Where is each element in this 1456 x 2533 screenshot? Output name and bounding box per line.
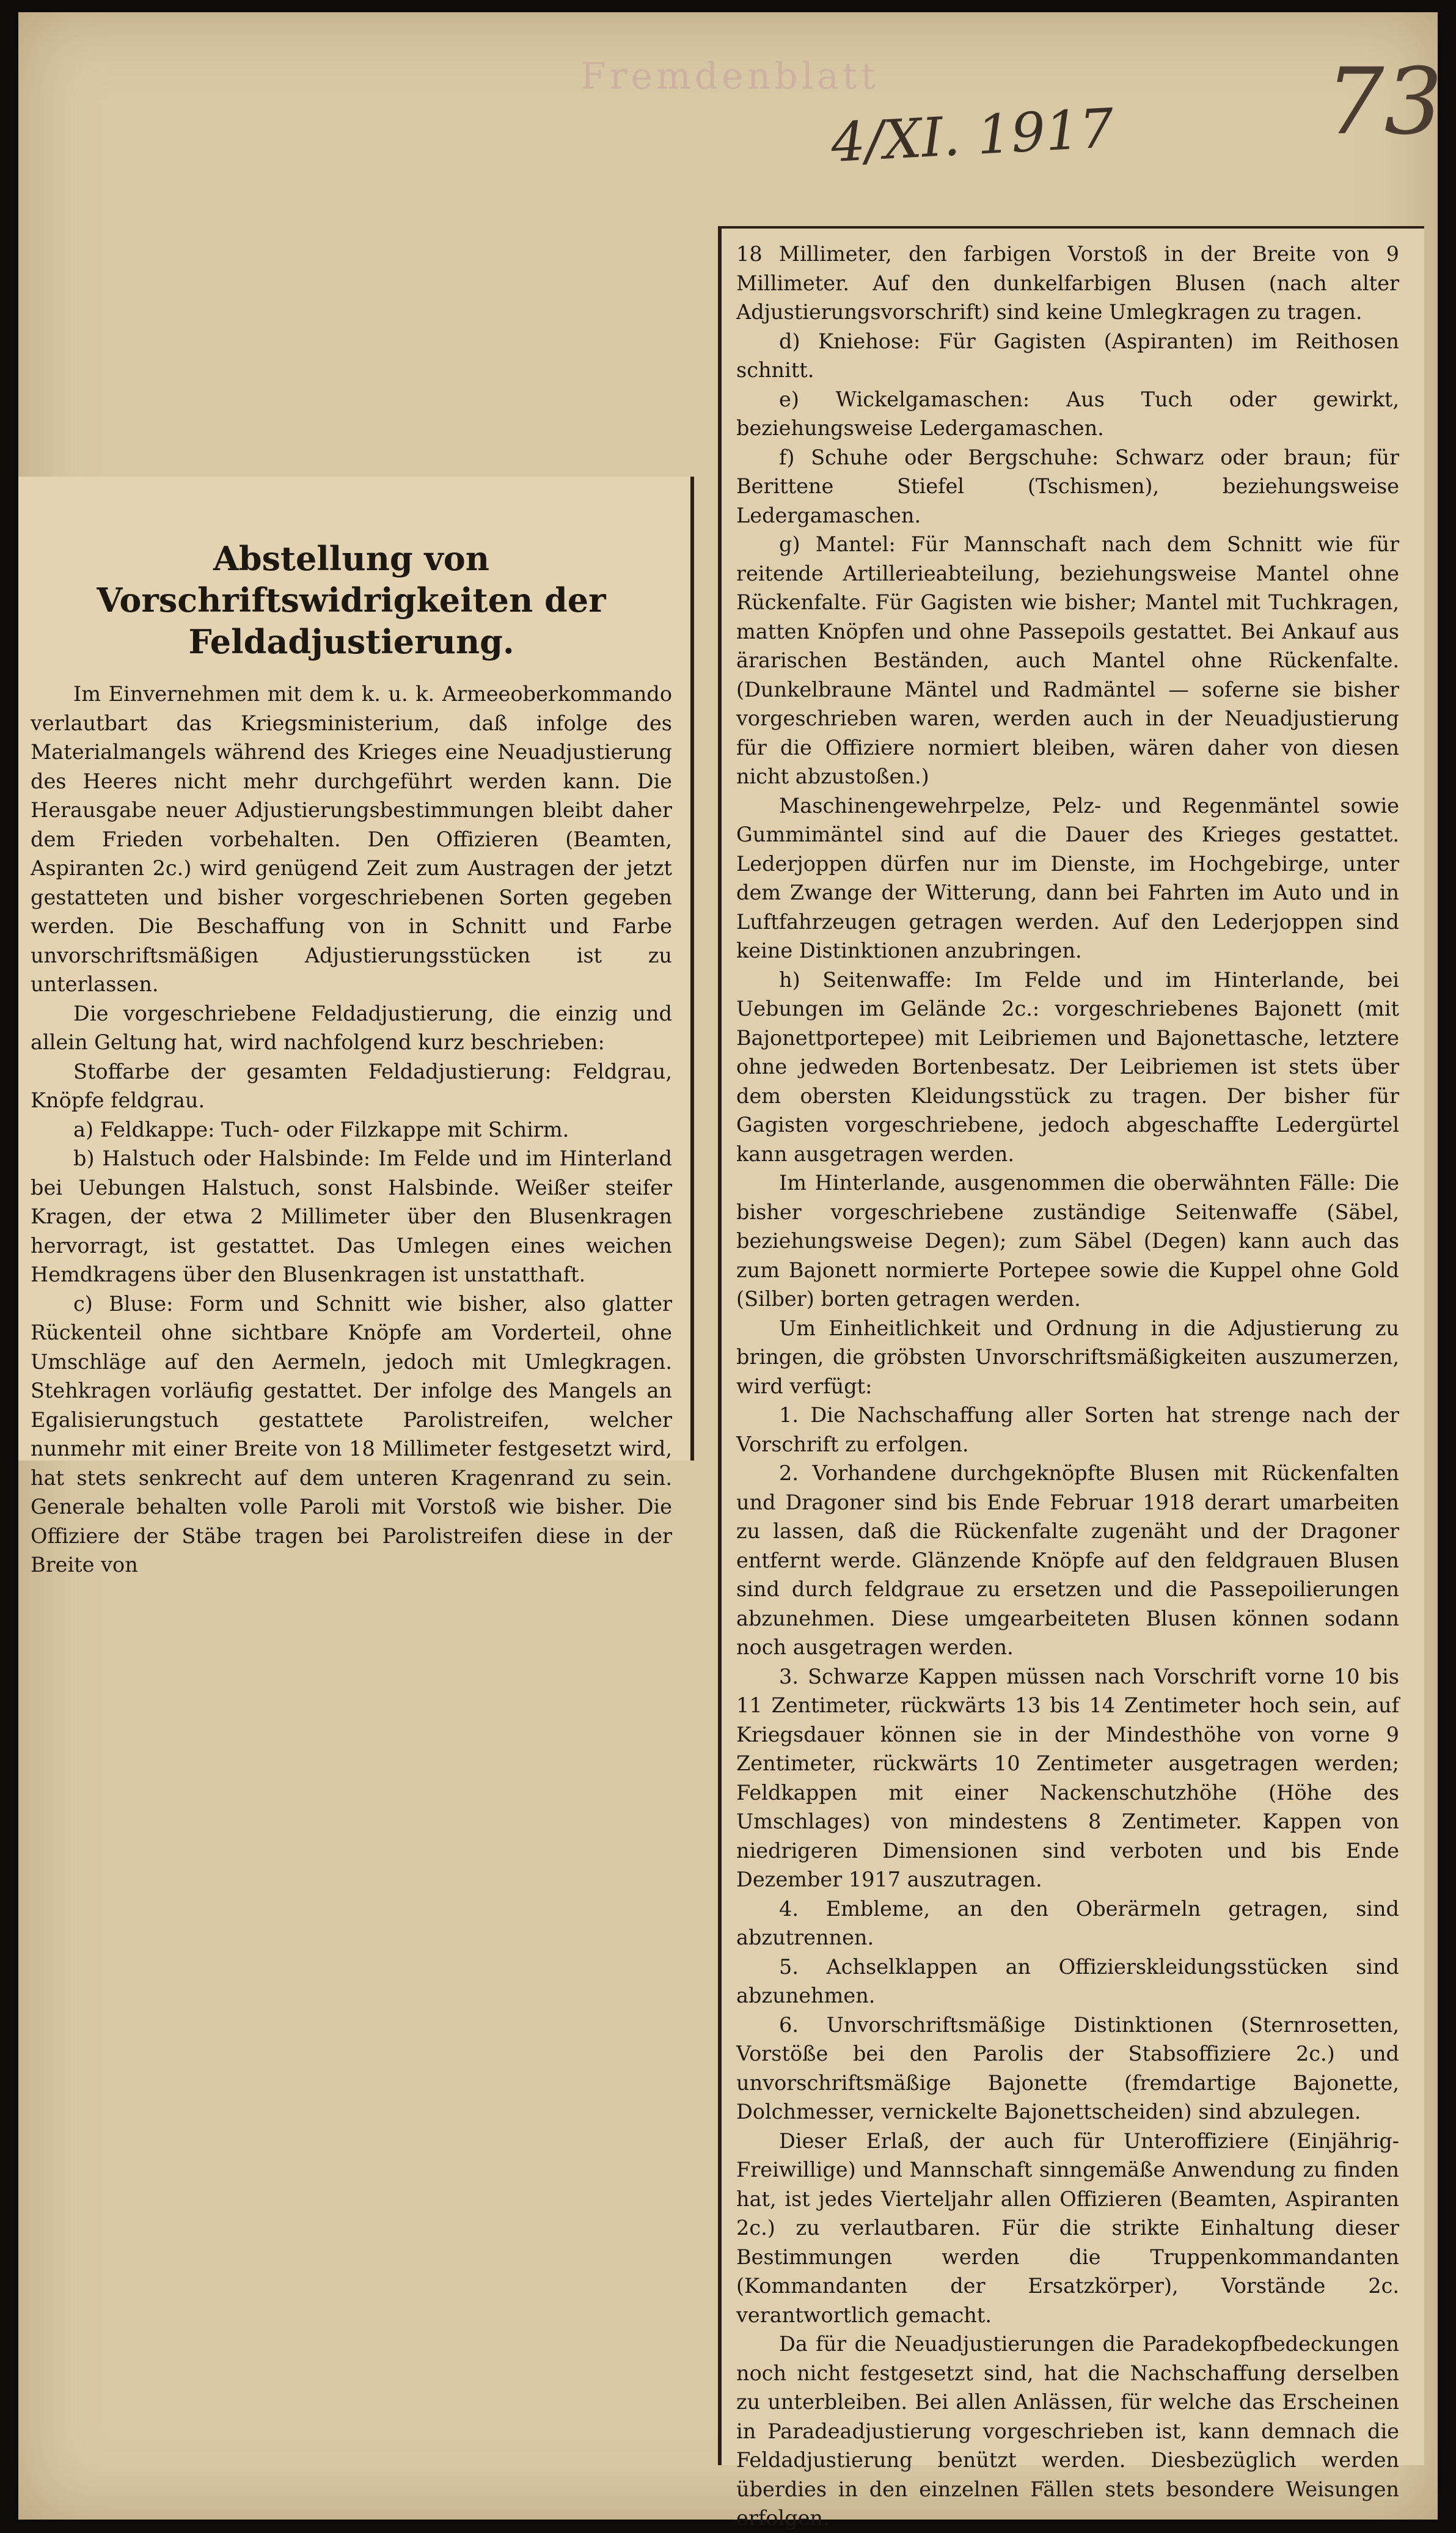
paragraph: c) Bluse: Form und Schnitt wie bisher, also glatter Rückenteil ohne sichtbare Knöpfe am Vorderteil, ohne Umschläge auf den Aermeln, jedoch mit Umlegkragen. Stehkragen vorläufig gestattet. Der infolge des Mangels an Egalisierungstuch gestattete Parolistreifen, welcher nunmehr mit einer Breite von 18 Millimeter festgesetzt wird, hat stets senkrecht auf dem unteren Kragenrand zu sein. Generale behalten volle Paroli mit Vorstoß wie bisher. Die Offiziere der Stäbe tragen bei Parolistreifen diese in der Breite von	[31, 1291, 672, 1577]
paragraph: Dieser Erlaß, der auch für Unteroffiziere (Einjährig-Freiwillige) und Mannschaft sinngemäße Anwendung zu finden hat, ist jedes Vierteljahr allen Offizieren (Beamten, Aspiranten 2c.) zu verlautbaren. Für die strikte Einhaltung dieser Bestimmungen werden die Truppenkommandanten (Kommandanten der Ersatzkörper), Vorstände 2c. verantwortlich gemacht.	[736, 2128, 1399, 2327]
paragraph: h) Seitenwaffe: Im Felde und im Hinterlande, bei Uebungen im Gelände 2c.: vorgeschriebenes Bajonett (mit Bajonettportepee) mit Leibriemen und Bajonettasche, letztere ohne jedweden Bortenbesatz. Der Leibriemen ist stets über dem obersten Kleidungsstück zu tragen. Der bisher für Gagisten vorgeschriebene, jedoch abgeschaffte Ledergürtel kann ausgetragen werden.	[736, 967, 1399, 1166]
paragraph: g) Mantel: Für Mannschaft nach dem Schnitt wie für reitende Artillerieabteilung, beziehungsweise Mantel ohne Rückenfalte. Für Gagisten wie bisher; Mantel mit Tuchkragen, matten Knöpfen und ohne Passepoils gestattet. Bei Ankauf aus ärarischen Beständen, auch Mantel ohne Rückenfalte. (Dunkelbraune Mäntel und Radmäntel — soferne sie bisher vorgeschrieben waren, werden auch in der Neuadjustierung für die Offiziere normiert bleiben, wären daher von diesen nicht abzustoßen.)	[736, 532, 1399, 788]
paragraph: f) Schuhe oder Bergschuhe: Schwarz oder braun; für Berittene Stiefel (Tschismen), beziehungsweise Ledergamaschen.	[736, 445, 1399, 527]
paragraph: 1. Die Nachschaffung aller Sorten hat strenge nach der Vorschrift zu erfolgen.	[736, 1403, 1399, 1456]
paragraph: 3. Schwarze Kappen müssen nach Vorschrift vorne 10 bis 11 Zentimeter, rückwärts 13 bis 14 Zentimeter hoch sein, auf Kriegsdauer können sie in der Mindesthöhe von vorne 9 Zentimeter, rückwärts 10 Zentimeter ausgetragen werden; Feldkappen mit einer Nackenschutzhöhe (Höhe des Umschlages) von mindestens 8 Zentimeter. Kappen von niedrigeren Dimensionen sind verboten und bis Ende Dezember 1917 auszutragen.	[736, 1664, 1399, 1891]
paragraph: d) Kniehose: Für Gagisten (Aspiranten) im Reithosen schnitt.	[736, 329, 1399, 382]
paragraph: e) Wickelgamaschen: Aus Tuch oder gewirkt, beziehungsweise Ledergamaschen.	[736, 387, 1399, 440]
paragraph: 4. Embleme, an den Oberärmeln getragen, sind abzutrennen.	[736, 1896, 1399, 1949]
article-headline: Abstellung von Vorschriftswidrigkeiten der Feldadjustierung.	[97, 539, 606, 661]
paragraph: Im Einvernehmen mit dem k. u. k. Armeeoberkommando verlautbart das Kriegsministerium, daß infolge des Materialmangels während des Krieges eine Neuadjustierung des Heeres nicht mehr durchgeführt werden kann. Die Herausgabe neuer Adjustierungsbestimmungen bleibt daher dem Frieden vorbehalten. Den Offizieren (Beamten, Aspiranten 2c.) wird genügend Zeit zum Austragen der jetzt gestatteten und bisher vorgeschriebenen Sorten gegeben werden. Die Beschaffung von in Schnitt und Farbe unvorschriftsmäßigen Adjustierungsstücken ist zu unterlassen.	[31, 682, 672, 996]
archive-sheet	[18, 12, 1443, 2530]
handwritten-date: 4/XI. 1917	[829, 96, 1116, 175]
paragraph: Im Hinterlande, ausgenommen die oberwähnten Fälle: Die bisher vorgeschriebene zuständige Seitenwaffe (Säbel, beziehungsweise Degen); zum Säbel (Degen) kann auch das zum Bajonett normierte Portepee sowie die Kuppel ohne Gold (Silber) borten getragen werden.	[736, 1171, 1399, 1311]
article-column-left	[31, 538, 672, 1580]
paragraph: a) Feldkappe: Tuch- oder Filzkappe mit Schirm.	[73, 1117, 569, 1142]
handwritten-page-number: 73	[1326, 49, 1443, 155]
paragraph: Stoffarbe der gesamten Feldadjustierung: Feldgrau, Knöpfe feldgrau.	[31, 1059, 672, 1112]
paragraph: Um Einheitlichkeit und Ordnung in die Adjustierung zu bringen, die gröbsten Unvorschriftsmäßigkeiten auszumerzen, wird verfügt:	[736, 1316, 1399, 1398]
paragraph: Da für die Neuadjustierungen die Paradekopfbedeckungen noch nicht festgesetzt sind, hat die Nachschaffung derselben zu unterbleiben. Bei allen Anlässen, für welche das Erscheinen in Paradeadjustierung vorgeschrieben ist, kann demnach die Feldadjustierung benützt werden. Diesbezüglich werden überdies in den einzelnen Fällen stets besondere Weisungen erfolgen.	[736, 2332, 1399, 2530]
paragraph: 5. Achselklappen an Offizierskleidungsstücken sind abzunehmen.	[736, 1954, 1399, 2007]
paragraph: 6. Unvorschriftsmäßige Distinktionen (Sternrosetten, Vorstöße bei den Parolis der Stabsoffiziere 2c.) und unvorschriftsmäßige Bajonette (fremdartige Bajonette, Dolchmesser, vernickelte Bajonettscheiden) sind abzulegen.	[736, 2012, 1399, 2124]
archive-stamp: Fremdenblatt	[580, 55, 879, 98]
article-column-right	[736, 240, 1399, 2533]
paragraph: 2. Vorhandene durchgeknöpfte Blusen mit Rückenfalten und Dragoner sind bis Ende Februar 1918 derart umarbeiten zu lassen, daß die Rückenfalte zugenäht und der Dragoner entfernt werde. Glänzende Knöpfe auf den feldgrauen Blusen sind durch feldgraue zu ersetzen und die Passepoilierungen abzunehmen. Diese umgearbeiteten Blusen können sodann noch ausgetragen werden.	[736, 1461, 1399, 1659]
paragraph: Maschinengewehrpelze, Pelz- und Regenmäntel sowie Gummimäntel sind auf die Dauer des Krieges gestattet. Lederjoppen dürfen nur im Dienste, im Hochgebirge, unter dem Zwange der Witterung, dann bei Fahrten im Auto und in Luftfahrzeugen getragen werden. Auf den Lederjoppen sind keine Distinktionen anzubringen.	[736, 793, 1399, 962]
paragraph: Die vorgeschriebene Feldadjustierung, die einzig und allein Geltung hat, wird nachfolgend kurz beschrieben:	[31, 1001, 672, 1054]
paragraph: b) Halstuch oder Halsbinde: Im Felde und im Hinterland bei Uebungen Halstuch, sonst Halsbinde. Weißer steifer Kragen, der etwa 2 Millimeter über den Blusenkragen hervorragt, ist gestattet. Das Umlegen eines weichen Hemdkragens über den Blusenkragen ist unstatthaft.	[31, 1146, 672, 1286]
paragraph: 18 Millimeter, den farbigen Vorstoß in der Breite von 9 Millimeter. Auf den dunkelfarbigen Blusen (nach alter Adjustierungsvorschrift) sind keine Umlegkragen zu tragen.	[736, 242, 1399, 324]
